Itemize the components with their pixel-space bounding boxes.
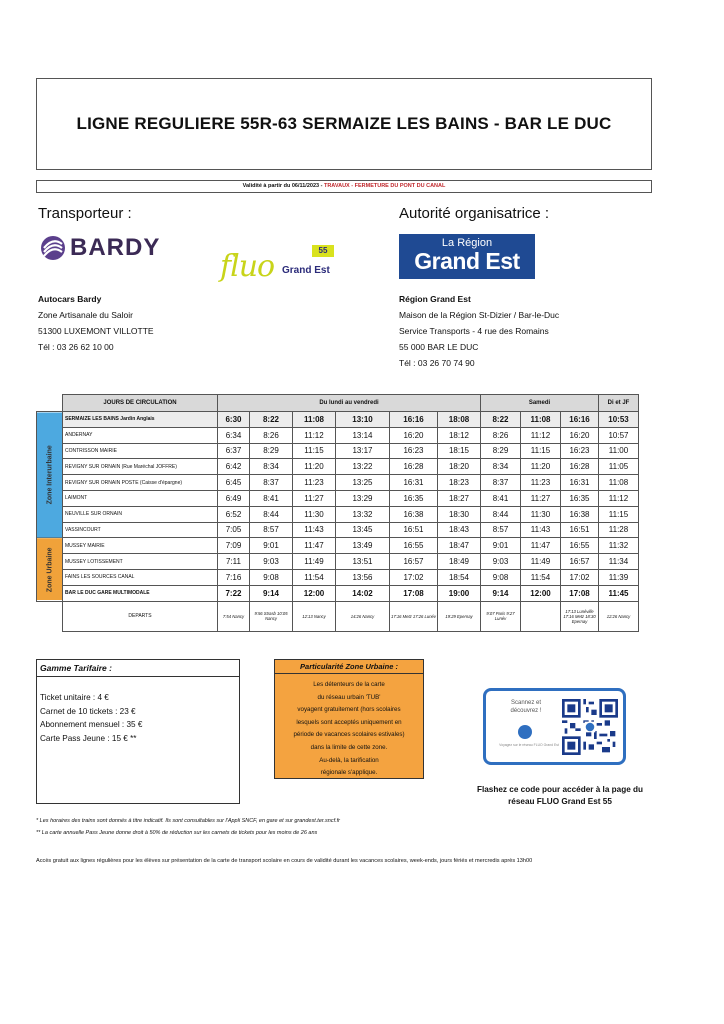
region-logo-line1: La Région [441,237,493,249]
time-cell: 12:00 [521,585,561,601]
stop-name: REVIGNY SUR ORNAIN POSTE (Caisse d'épargne) [63,475,218,491]
footnote-trains: * Les horaires des trains sont donnés à titre indicatif. Ils sont consultables sur l'Appli SNCF, en gare et sur grandest.ter.sncf.fr [36,818,341,824]
time-cell: 18:23 [438,475,481,491]
departs-cell: 14:26 Nancy [336,601,390,631]
footnote-pass-jeune: ** La carte annuelle Pass Jeune donne droit à 50% de réduction sur les carnets de tickets pour les moins de 26 ans [36,830,318,836]
fluo-word: fluo [220,249,275,284]
time-cell: 7:11 [218,554,250,570]
header-semaine: Du lundi au vendredi [218,395,481,412]
stop-name: BAR LE DUC GARE MULTIMODALE [63,585,218,601]
time-cell: 8:37 [250,475,293,491]
departs-cell: 12:26 Nancy [599,601,639,631]
time-cell: 11:08 [293,412,336,428]
timetable-row [37,427,639,443]
departs-cell: 12:13 Nancy [293,601,336,631]
time-cell: 16:38 [561,506,599,522]
time-cell: 16:31 [390,475,438,491]
time-cell: 11:34 [599,554,639,570]
time-cell: 16:23 [561,443,599,459]
qr-card [483,688,626,765]
time-cell: 18:27 [438,490,481,506]
time-cell: 18:30 [438,506,481,522]
qr-caption: Flashez ce code pour accéder à la page du réseau FLUO Grand Est 55 [476,785,644,806]
time-cell: 6:37 [218,443,250,459]
time-cell: 8:29 [481,443,521,459]
time-cell: 8:57 [250,522,293,538]
time-cell: 11:05 [599,459,639,475]
fluo-grandest: Grand Est [282,265,330,276]
time-cell: 7:09 [218,538,250,554]
stop-name: ANDERNAY [63,427,218,443]
autorite-name: Région Grand Est [399,294,471,304]
timetable-row [37,522,639,538]
time-cell: 6:42 [218,459,250,475]
tarif-box [36,659,240,804]
tarif-title: Gamme Tarifaire : [37,660,239,677]
timetable-row [37,490,639,506]
departs-cell: 17:13 Lunéville 17:16 Metz 18:30 Epernay [561,601,599,631]
time-cell: 6:30 [218,412,250,428]
autorite-phone: Tél : 03 26 70 74 90 [399,358,475,368]
time-cell: 13:10 [336,412,390,428]
zone-urbaine-title: Particularité Zone Urbaine : [275,660,423,674]
validity-banner [36,180,652,193]
time-cell: 11:12 [599,490,639,506]
timetable-row [37,459,639,475]
time-cell: 16:20 [561,427,599,443]
time-cell: 13:25 [336,475,390,491]
time-cell: 17:08 [561,585,599,601]
title-box [36,78,652,170]
time-cell: 16:55 [390,538,438,554]
time-cell: 7:22 [218,585,250,601]
transporteur-phone: Tél : 03 26 62 10 00 [38,342,114,352]
time-cell: 7:05 [218,522,250,538]
time-cell: 11:43 [521,522,561,538]
time-cell: 11:23 [293,475,336,491]
time-cell: 16:35 [561,490,599,506]
tarif-item: Abonnement mensuel : 35 € [40,720,143,729]
time-cell: 8:34 [481,459,521,475]
time-cell: 6:45 [218,475,250,491]
stop-name: MUSSEY MAIRIE [63,538,218,554]
urbaine-line: du réseau urbain 'TUB' [317,693,381,701]
time-cell: 13:51 [336,554,390,570]
line-badge: 55 [312,245,334,257]
autorite-city: 55 000 BAR LE DUC [399,342,479,352]
time-cell: 11:47 [293,538,336,554]
fluo-logo [220,245,340,285]
time-cell: 8:44 [250,506,293,522]
timetable-row [37,538,639,554]
timetable-row [37,554,639,570]
stop-name: FAINS LES SOURCES CANAL [63,569,218,585]
time-cell: 18:54 [438,569,481,585]
time-cell: 13:29 [336,490,390,506]
time-cell: 11:00 [599,443,639,459]
timetable-header-row [37,395,639,412]
time-cell: 11:47 [521,538,561,554]
time-cell: 9:14 [481,585,521,601]
time-cell: 8:22 [481,412,521,428]
time-cell: 13:49 [336,538,390,554]
time-cell: 18:47 [438,538,481,554]
autorite-house: Maison de la Région St-Dizier / Bar-le-Duc [399,310,560,320]
time-cell: 11:08 [599,475,639,491]
timetable-row [37,585,639,601]
time-cell: 13:17 [336,443,390,459]
time-cell: 11:20 [521,459,561,475]
tarif-item: Ticket unitaire : 4 € [40,693,109,702]
time-cell: 16:28 [561,459,599,475]
time-cell: 7:16 [218,569,250,585]
time-cell: 11:49 [293,554,336,570]
urbaine-line: voyagent gratuitement (hors scolaires [297,706,401,714]
time-cell: 11:30 [293,506,336,522]
time-cell: 16:23 [390,443,438,459]
transporteur-address [38,291,154,355]
departs-cell: 9:56 Strasb 10:05 Nancy [250,601,293,631]
time-cell: 9:08 [250,569,293,585]
time-cell: 6:34 [218,427,250,443]
qr-scan-text: Scannez et découvrez ! [510,700,542,714]
time-cell: 9:01 [250,538,293,554]
departs-cell: 9:07 Paris 9:27 Lunév [481,601,521,631]
tarif-item: Carte Pass Jeune : 15 € ** [40,733,137,743]
stop-name: LAIMONT [63,490,218,506]
departs-cell [521,601,561,631]
time-cell: 16:16 [561,412,599,428]
time-cell: 11:20 [293,459,336,475]
time-cell: 11:43 [293,522,336,538]
autorite-address [399,291,559,371]
urbaine-line: Au-delà, la tarification [319,756,379,764]
stop-name: REVIGNY SUR ORNAIN (Rue Maréchal JOFFRE) [63,459,218,475]
validity-warning: TRAVAUX - FERMETURE DU PONT DU CANAL [323,183,446,189]
time-cell: 9:01 [481,538,521,554]
time-cell: 16:35 [390,490,438,506]
bardy-emblem-icon [40,235,66,261]
time-cell: 6:49 [218,490,250,506]
time-cell: 17:02 [390,569,438,585]
time-cell: 11:30 [521,506,561,522]
time-cell: 8:26 [250,427,293,443]
region-logo-line2: Grand Est [414,248,520,274]
autorite-service: Service Transports - 4 rue des Romains [399,326,549,336]
time-cell: 16:57 [390,554,438,570]
time-cell: 11:12 [521,427,561,443]
urbaine-line: dans la limite de cette zone. [310,743,388,751]
time-cell: 9:03 [250,554,293,570]
timetable-row [37,475,639,491]
urbaine-line: période de vacances scolaires estivales) [293,731,405,739]
tarif-list [37,677,239,751]
time-cell: 18:08 [438,412,481,428]
header-dimanche: Di et JF [599,395,639,412]
header-samedi: Samedi [481,395,599,412]
time-cell: 11:27 [293,490,336,506]
bardy-logo-text: BARDY [70,234,161,261]
time-cell: 11:15 [521,443,561,459]
time-cell: 11:12 [293,427,336,443]
departs-cell: 17:16 Metz 17:26 Lunév [390,601,438,631]
transporteur-name: Autocars Bardy [38,294,102,304]
validity-date: Validité à partir du 06/11/2023 - [242,183,324,189]
time-cell: 13:56 [336,569,390,585]
time-cell: 11:32 [599,538,639,554]
departs-cell: 7:54 Nancy [218,601,250,631]
time-cell: 11:27 [521,490,561,506]
time-cell: 11:54 [293,569,336,585]
page-title: LIGNE REGULIERE 55R-63 SERMAIZE LES BAINS - BAR LE DUC [76,114,612,133]
stop-name: CONTRISSON MAIRIE [63,443,218,459]
transporteur-city: 51300 LUXEMONT VILLOTTE [38,326,154,336]
urbaine-line: lesquels sont acceptés uniquement en [296,718,402,726]
time-cell: 11:15 [599,506,639,522]
transporteur-street: Zone Artisanale du Saloir [38,310,133,320]
time-cell: 8:26 [481,427,521,443]
time-cell: 13:14 [336,427,390,443]
header-jours: JOURS DE CIRCULATION [63,395,218,412]
time-cell: 18:49 [438,554,481,570]
time-cell: 17:08 [390,585,438,601]
transporteur-label: Transporteur : [38,205,132,222]
qr-small-text: Voyagez sur le réseau FLUO Grand Est [499,743,559,747]
time-cell: 13:32 [336,506,390,522]
time-cell: 6:52 [218,506,250,522]
stop-name: NEUVILLE SUR ORNAIN [63,506,218,522]
urbaine-line: régionale s'applique. [320,769,378,777]
time-cell: 8:41 [250,490,293,506]
access-note: Accès gratuit aux lignes régulières pour les élèves sur présentation de la carte de transport scolaire en cours de validité durant les vacances scolaires, week-ends, jours fériés et mercredis après 13h00 [36,858,533,864]
time-cell: 11:28 [599,522,639,538]
time-cell: 17:02 [561,569,599,585]
time-cell: 8:41 [481,490,521,506]
time-cell: 11:15 [293,443,336,459]
time-cell: 13:22 [336,459,390,475]
time-cell: 8:22 [250,412,293,428]
bus-icon [518,725,532,739]
stop-name: VASSINCOURT [63,522,218,538]
stop-name: MUSSEY LOTISSEMENT [63,554,218,570]
time-cell: 11:08 [521,412,561,428]
departs-row [37,601,639,631]
departs-cell: 19:29 Epernay [438,601,481,631]
time-cell: 18:12 [438,427,481,443]
bardy-logo [40,233,160,263]
time-cell: 11:45 [599,585,639,601]
time-cell: 13:45 [336,522,390,538]
time-cell: 18:20 [438,459,481,475]
time-cell: 8:29 [250,443,293,459]
time-cell: 16:28 [390,459,438,475]
time-cell: 16:51 [561,522,599,538]
time-cell: 8:57 [481,522,521,538]
zone-urbaine-text [275,674,423,785]
time-cell: 11:49 [521,554,561,570]
time-cell: 10:57 [599,427,639,443]
time-cell: 16:16 [390,412,438,428]
time-cell: 18:15 [438,443,481,459]
stop-name: SERMAIZE LES BAINS Jardin Anglais [63,412,218,428]
timetable-row [37,412,639,428]
time-cell: 19:00 [438,585,481,601]
time-cell: 11:39 [599,569,639,585]
time-cell: 12:00 [293,585,336,601]
time-cell: 18:43 [438,522,481,538]
time-cell: 16:20 [390,427,438,443]
timetable-row [37,569,639,585]
time-cell: 16:31 [561,475,599,491]
time-cell: 8:44 [481,506,521,522]
timetable-row [37,443,639,459]
tarif-item: Carnet de 10 tickets : 23 € [40,706,136,716]
timetable [36,394,639,632]
qr-code-icon[interactable] [562,699,618,755]
zone-interurbaine-label: Zone Interurbaine [37,412,63,538]
time-cell: 8:34 [250,459,293,475]
time-cell: 11:54 [521,569,561,585]
region-logo [399,234,535,279]
time-cell: 9:03 [481,554,521,570]
time-cell: 8:37 [481,475,521,491]
departs-label: DEPARTS [63,601,218,631]
time-cell: 16:38 [390,506,438,522]
autorite-label: Autorité organisatrice : [399,205,550,222]
time-cell: 10:53 [599,412,639,428]
urbaine-line: Les détenteurs de la carte [313,681,385,688]
time-cell: 9:14 [250,585,293,601]
time-cell: 16:57 [561,554,599,570]
time-cell: 16:55 [561,538,599,554]
time-cell: 11:23 [521,475,561,491]
zone-urbaine-label: Zone Urbaine [37,538,63,601]
time-cell: 14:02 [336,585,390,601]
time-cell: 9:08 [481,569,521,585]
zone-urbaine-box [274,659,424,779]
time-cell: 16:51 [390,522,438,538]
timetable-row [37,506,639,522]
